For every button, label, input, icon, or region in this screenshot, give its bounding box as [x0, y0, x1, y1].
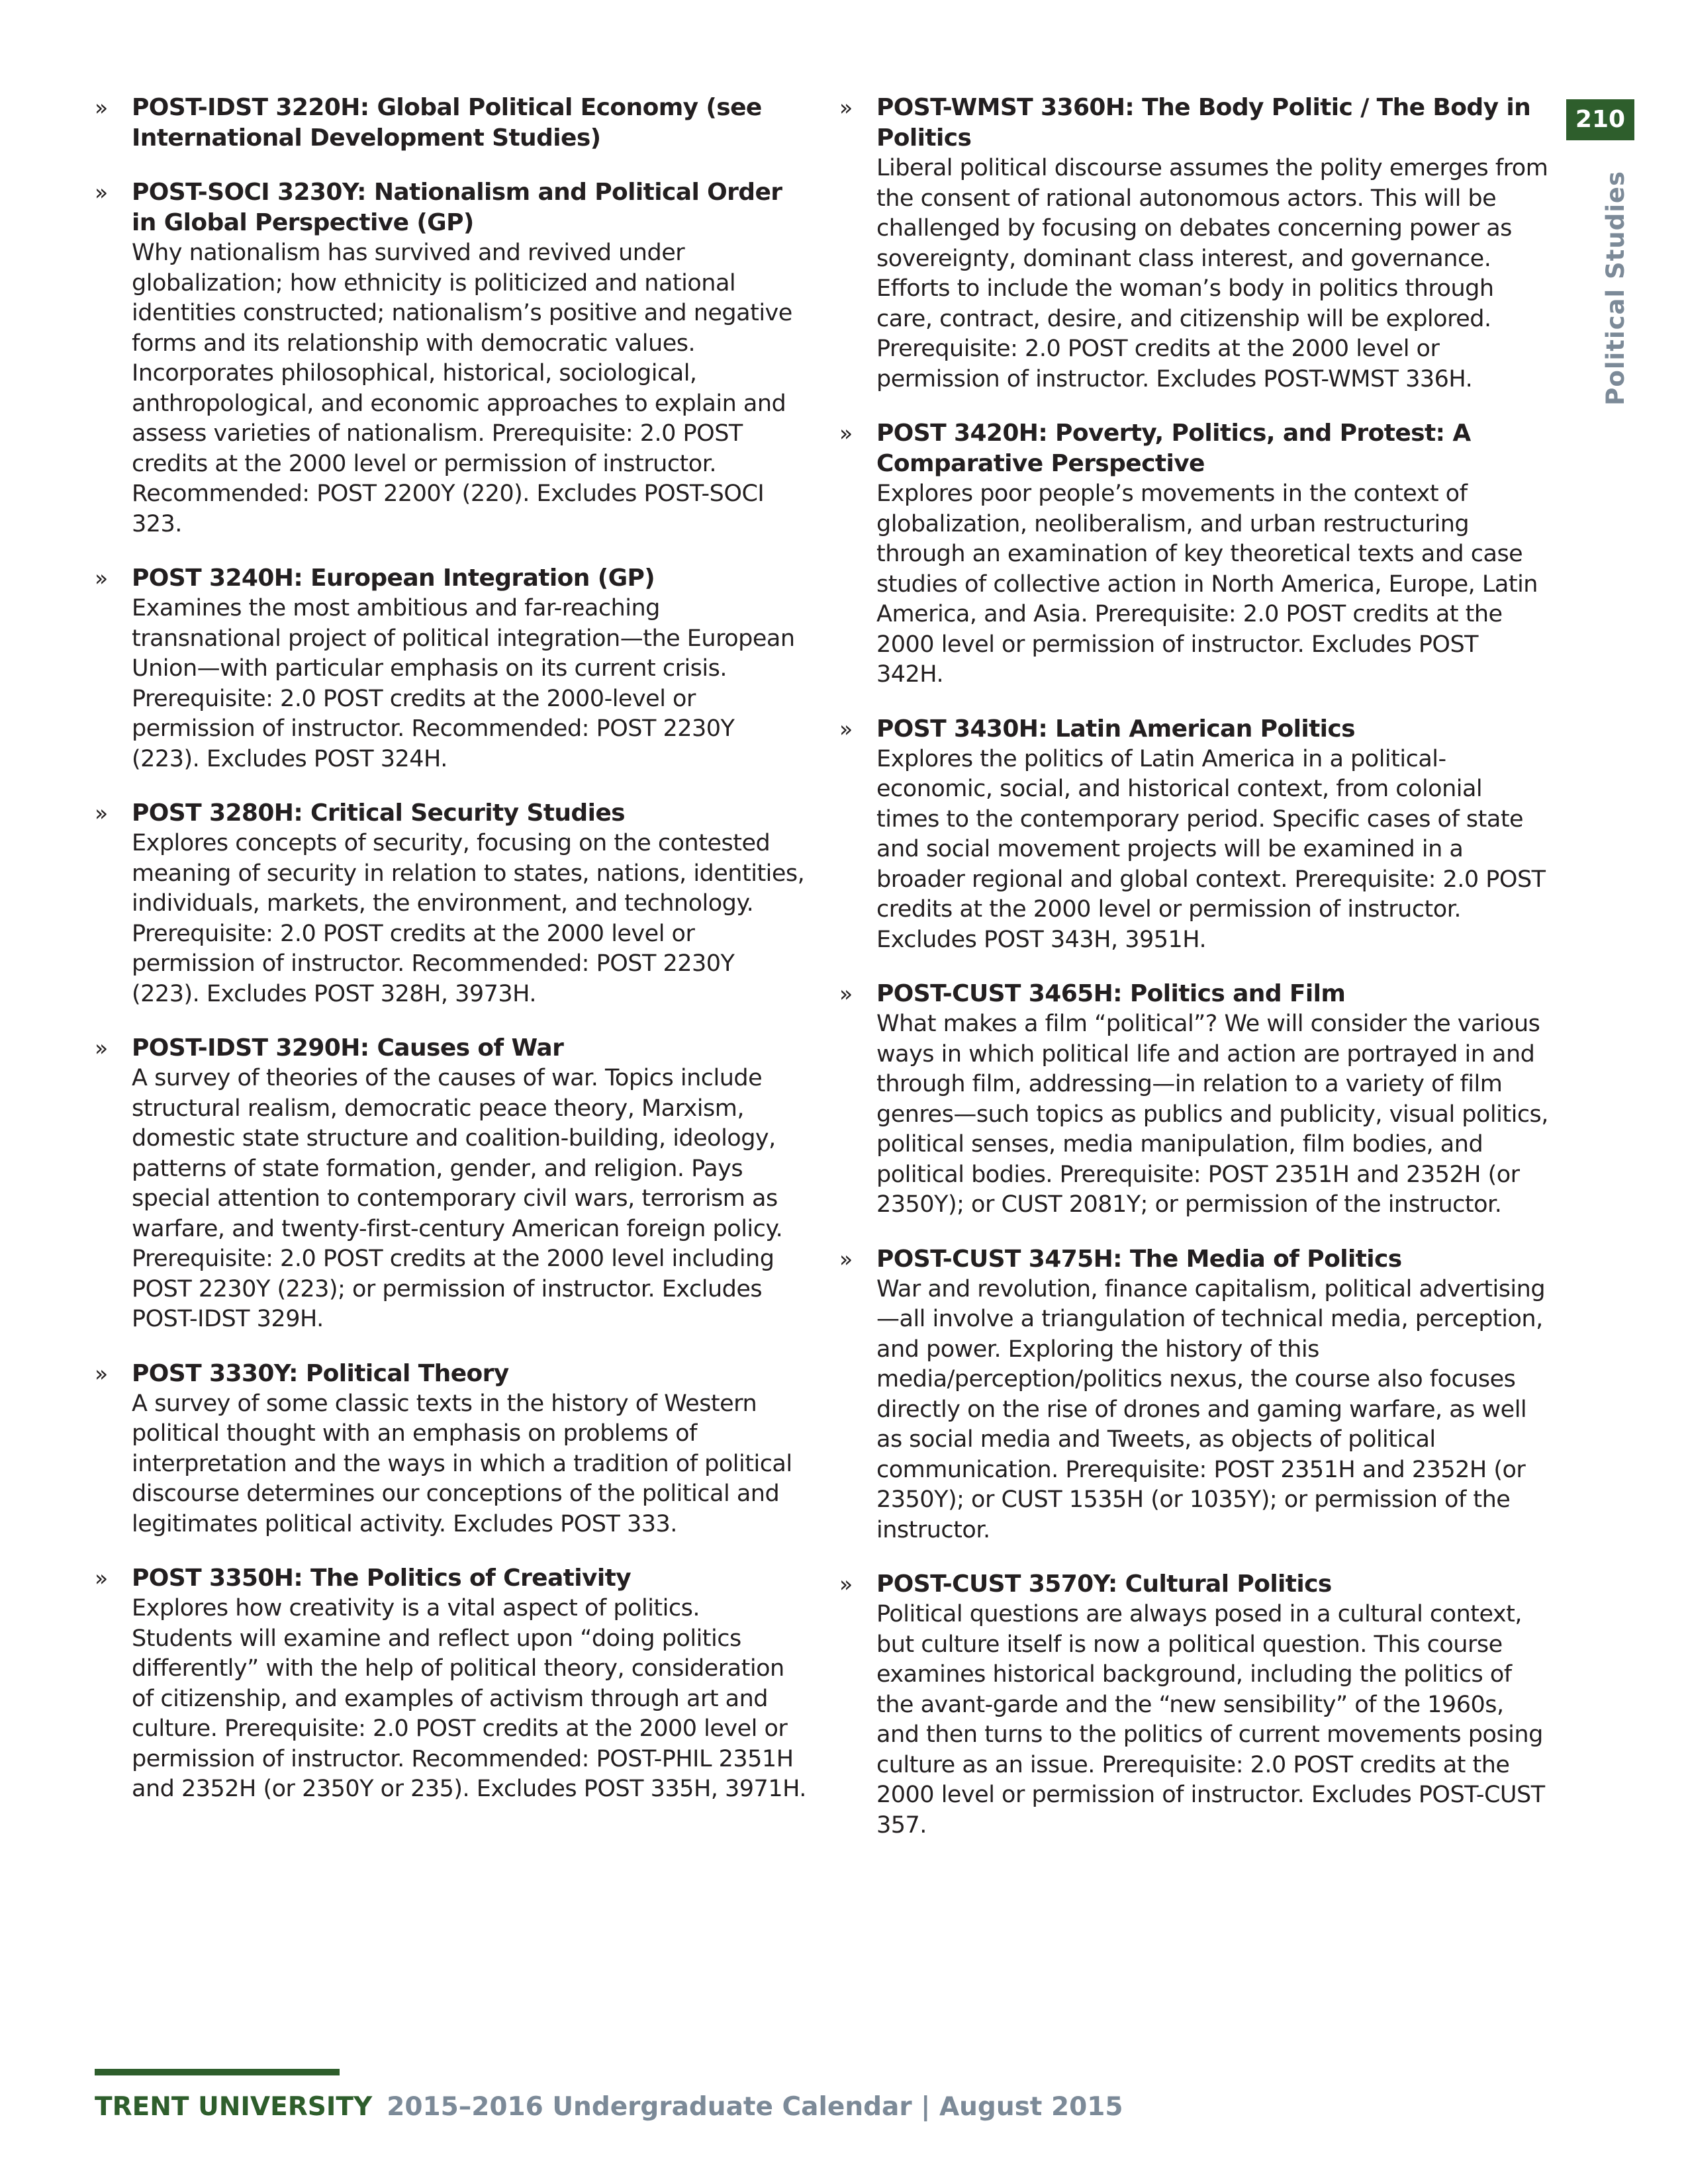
course-title: POST-WMST 3360H: The Body Politic / The Body in Politics	[876, 94, 1531, 152]
course-title: POST 3240H: European Integration (GP)	[132, 565, 655, 592]
bullet-marker: »	[95, 1360, 109, 1387]
bullet-marker: »	[839, 95, 853, 120]
course-description: Explores concepts of security, focusing on the contested meaning of security in relation to states, nations, identities, individuals, markets, the environment, and technology. Prerequisite: 2.0 POST credits at the 2000 level or permission of instructor. Recommended: POST 2230Y (223). Excludes POST 328H, 3973H.	[132, 830, 805, 1007]
course-entry	[839, 979, 1551, 1220]
course-title: POST-SOCI 3230Y: Nationalism and Political Order in Global Perspective (GP)	[132, 179, 782, 236]
course-entry	[95, 1563, 806, 1805]
course-description: Explores poor people’s movements in the context of globalization, neoliberalism, and urban restructuring through an examination of key theoretical texts and case studies of collective action in North America, Europe, Latin America, and Asia. Prerequisite: 2.0 POST credits at the 2000 level or permission of instructor. Excludes POST 342H.	[876, 480, 1538, 688]
course-title: POST 3420H: Poverty, Politics, and Protest: A Comparative Perspective	[876, 420, 1471, 477]
course-entry	[839, 418, 1551, 690]
course-entry	[839, 714, 1551, 956]
course-title: POST-CUST 3475H: The Media of Politics	[876, 1245, 1402, 1273]
bullet-marker: »	[839, 1246, 853, 1272]
course-title: POST-CUST 3465H: Politics and Film	[876, 980, 1346, 1007]
course-description: Explores how creativity is a vital aspect of politics. Students will examine and reflect upon “doing politics differently” with the help of political theory, consideration of citizenship, and examples of activism through art and culture. Prerequisite: 2.0 POST credits at the 2000 level or permission of instructor. Recommended: POST-PHIL 2351H and 2352H (or 2350Y or 235). Excludes POST 335H, 3971H.	[132, 1595, 806, 1802]
course-entry	[95, 177, 806, 539]
page-number-badge: 210	[1566, 99, 1634, 140]
course-title: POST-IDST 3220H: Global Political Economy (see International Development Studies)	[132, 94, 762, 152]
footer-rule	[95, 2069, 340, 2075]
bullet-marker: »	[839, 1571, 853, 1597]
course-entry	[95, 1359, 806, 1540]
course-entry	[95, 798, 806, 1009]
course-entry	[839, 1569, 1551, 1841]
course-title: POST 3330Y: Political Theory	[132, 1359, 509, 1387]
bullet-marker: »	[95, 1565, 109, 1591]
bullet-marker: »	[95, 95, 109, 120]
course-description: Why nationalism has survived and revived under globalization; how ethnicity is politicized and national identities constructed; nationalism’s positive and negative forms and its relationship with democratic values. Incorporates philosophical, historical, sociological, anthropological, and economic approaches to explain and assess varieties of nationalism. Prerequisite: 2.0 POST credits at the 2000 level or permission of instructor. Recommended: POST 2200Y (220). Excludes POST-SOCI 323.	[132, 240, 792, 537]
bullet-marker: »	[839, 981, 853, 1007]
course-description: Explores the politics of Latin America in a political-economic, social, and historical context, from colonial times to the contemporary period. Specific cases of state and social movement projects will be examined in a broader regional and global context. Prerequisite: 2.0 POST credits at the 2000 level or permission of instructor. Excludes POST 343H, 3951H.	[876, 745, 1546, 953]
course-title: POST 3280H: Critical Security Studies	[132, 799, 625, 827]
footer-calendar: 2015–2016 Undergraduate Calendar | August 2015	[387, 2092, 1123, 2122]
course-entry	[839, 93, 1551, 394]
course-description: A survey of some classic texts in the history of Western political thought with an emphasis on problems of interpretation and the ways in which a tradition of political discourse determines our conceptions of the political and legitimates political activity. Excludes POST 333.	[132, 1390, 792, 1537]
course-description: War and revolution, finance capitalism, political advertising—all involve a triangulation of technical media, perception, and power. Exploring the history of this media/perception/politics nexus, the course also focuses directly on the rise of drones and gaming warfare, as well as social media and Tweets, as objects of political communication. Prerequisite: POST 2351H and 2352H (or 2350Y); or CUST 1535H (or 1035Y); or permission of the instructor.	[876, 1275, 1546, 1543]
bullet-marker: »	[839, 715, 853, 742]
bullet-marker: »	[95, 800, 109, 826]
bullet-marker: »	[95, 1035, 109, 1061]
course-description: A survey of theories of the causes of war. Topics include structural realism, democratic peace theory, Marxism, domestic state structure and coalition-building, ideology, patterns of state formation, gender, and religion. Pays special attention to contemporary civil wars, terrorism as warfare, and twenty-first-century American foreign policy. Prerequisite: 2.0 POST credits at the 2000 level including POST 2230Y (223); or permission of instructor. Excludes POST-IDST 329H.	[132, 1065, 783, 1332]
course-description: Liberal political discourse assumes the polity emerges from the consent of rational autonomous actors. This will be challenged by focusing on debates concerning power as sovereignty, dominant class interest, and governance. Efforts to include the woman’s body in politics through care, contract, desire, and citizenship will be explored. Prerequisite: 2.0 POST credits at the 2000 level or permission of instructor. Excludes POST-WMST 336H.	[876, 155, 1548, 392]
course-entry	[95, 1033, 806, 1335]
right-column	[839, 93, 1551, 1864]
course-description: Examines the most ambitious and far-reaching transnational project of political integration—the European Union—with particular emphasis on its current crisis. Prerequisite: 2.0 POST credits at the 2000-level or permission of instructor. Recommended: POST 2230Y (223). Excludes POST 324H.	[132, 595, 795, 772]
course-title: POST 3430H: Latin American Politics	[876, 715, 1355, 743]
course-title: POST-CUST 3570Y: Cultural Politics	[876, 1570, 1332, 1598]
course-description: Political questions are always posed in a cultural context, but culture itself is now a political question. This course examines historical background, including the politics of the avant-garde and the “new sensibility” of the 1960s, and then turns to the politics of current movements posing culture as an issue. Prerequisite: 2.0 POST credits at the 2000 level or permission of instructor. Excludes POST-CUST 357.	[876, 1601, 1545, 1839]
course-description: What makes a film “political”? We will consider the various ways in which political life and action are portrayed in and through film, addressing—in relation to a variety of film genres—such topics as publics and publicity, visual politics, political senses, media manipulation, film bodies, and political bodies. Prerequisite: POST 2351H and 2352H (or 2350Y); or CUST 2081Y; or permission of the instructor.	[876, 1011, 1548, 1218]
section-name: Political Studies	[1601, 171, 1630, 406]
bullet-marker: »	[839, 420, 853, 446]
course-entry	[95, 93, 806, 154]
bullet-marker: »	[95, 565, 109, 591]
course-entry	[95, 563, 806, 774]
left-column	[95, 93, 806, 1829]
footer-organization: TRENT UNIVERSITY	[95, 2092, 373, 2122]
course-entry	[839, 1244, 1551, 1546]
course-title: POST 3350H: The Politics of Creativity	[132, 1565, 632, 1592]
bullet-marker: »	[95, 179, 109, 205]
footer	[95, 2091, 1123, 2123]
course-title: POST-IDST 3290H: Causes of War	[132, 1034, 564, 1062]
